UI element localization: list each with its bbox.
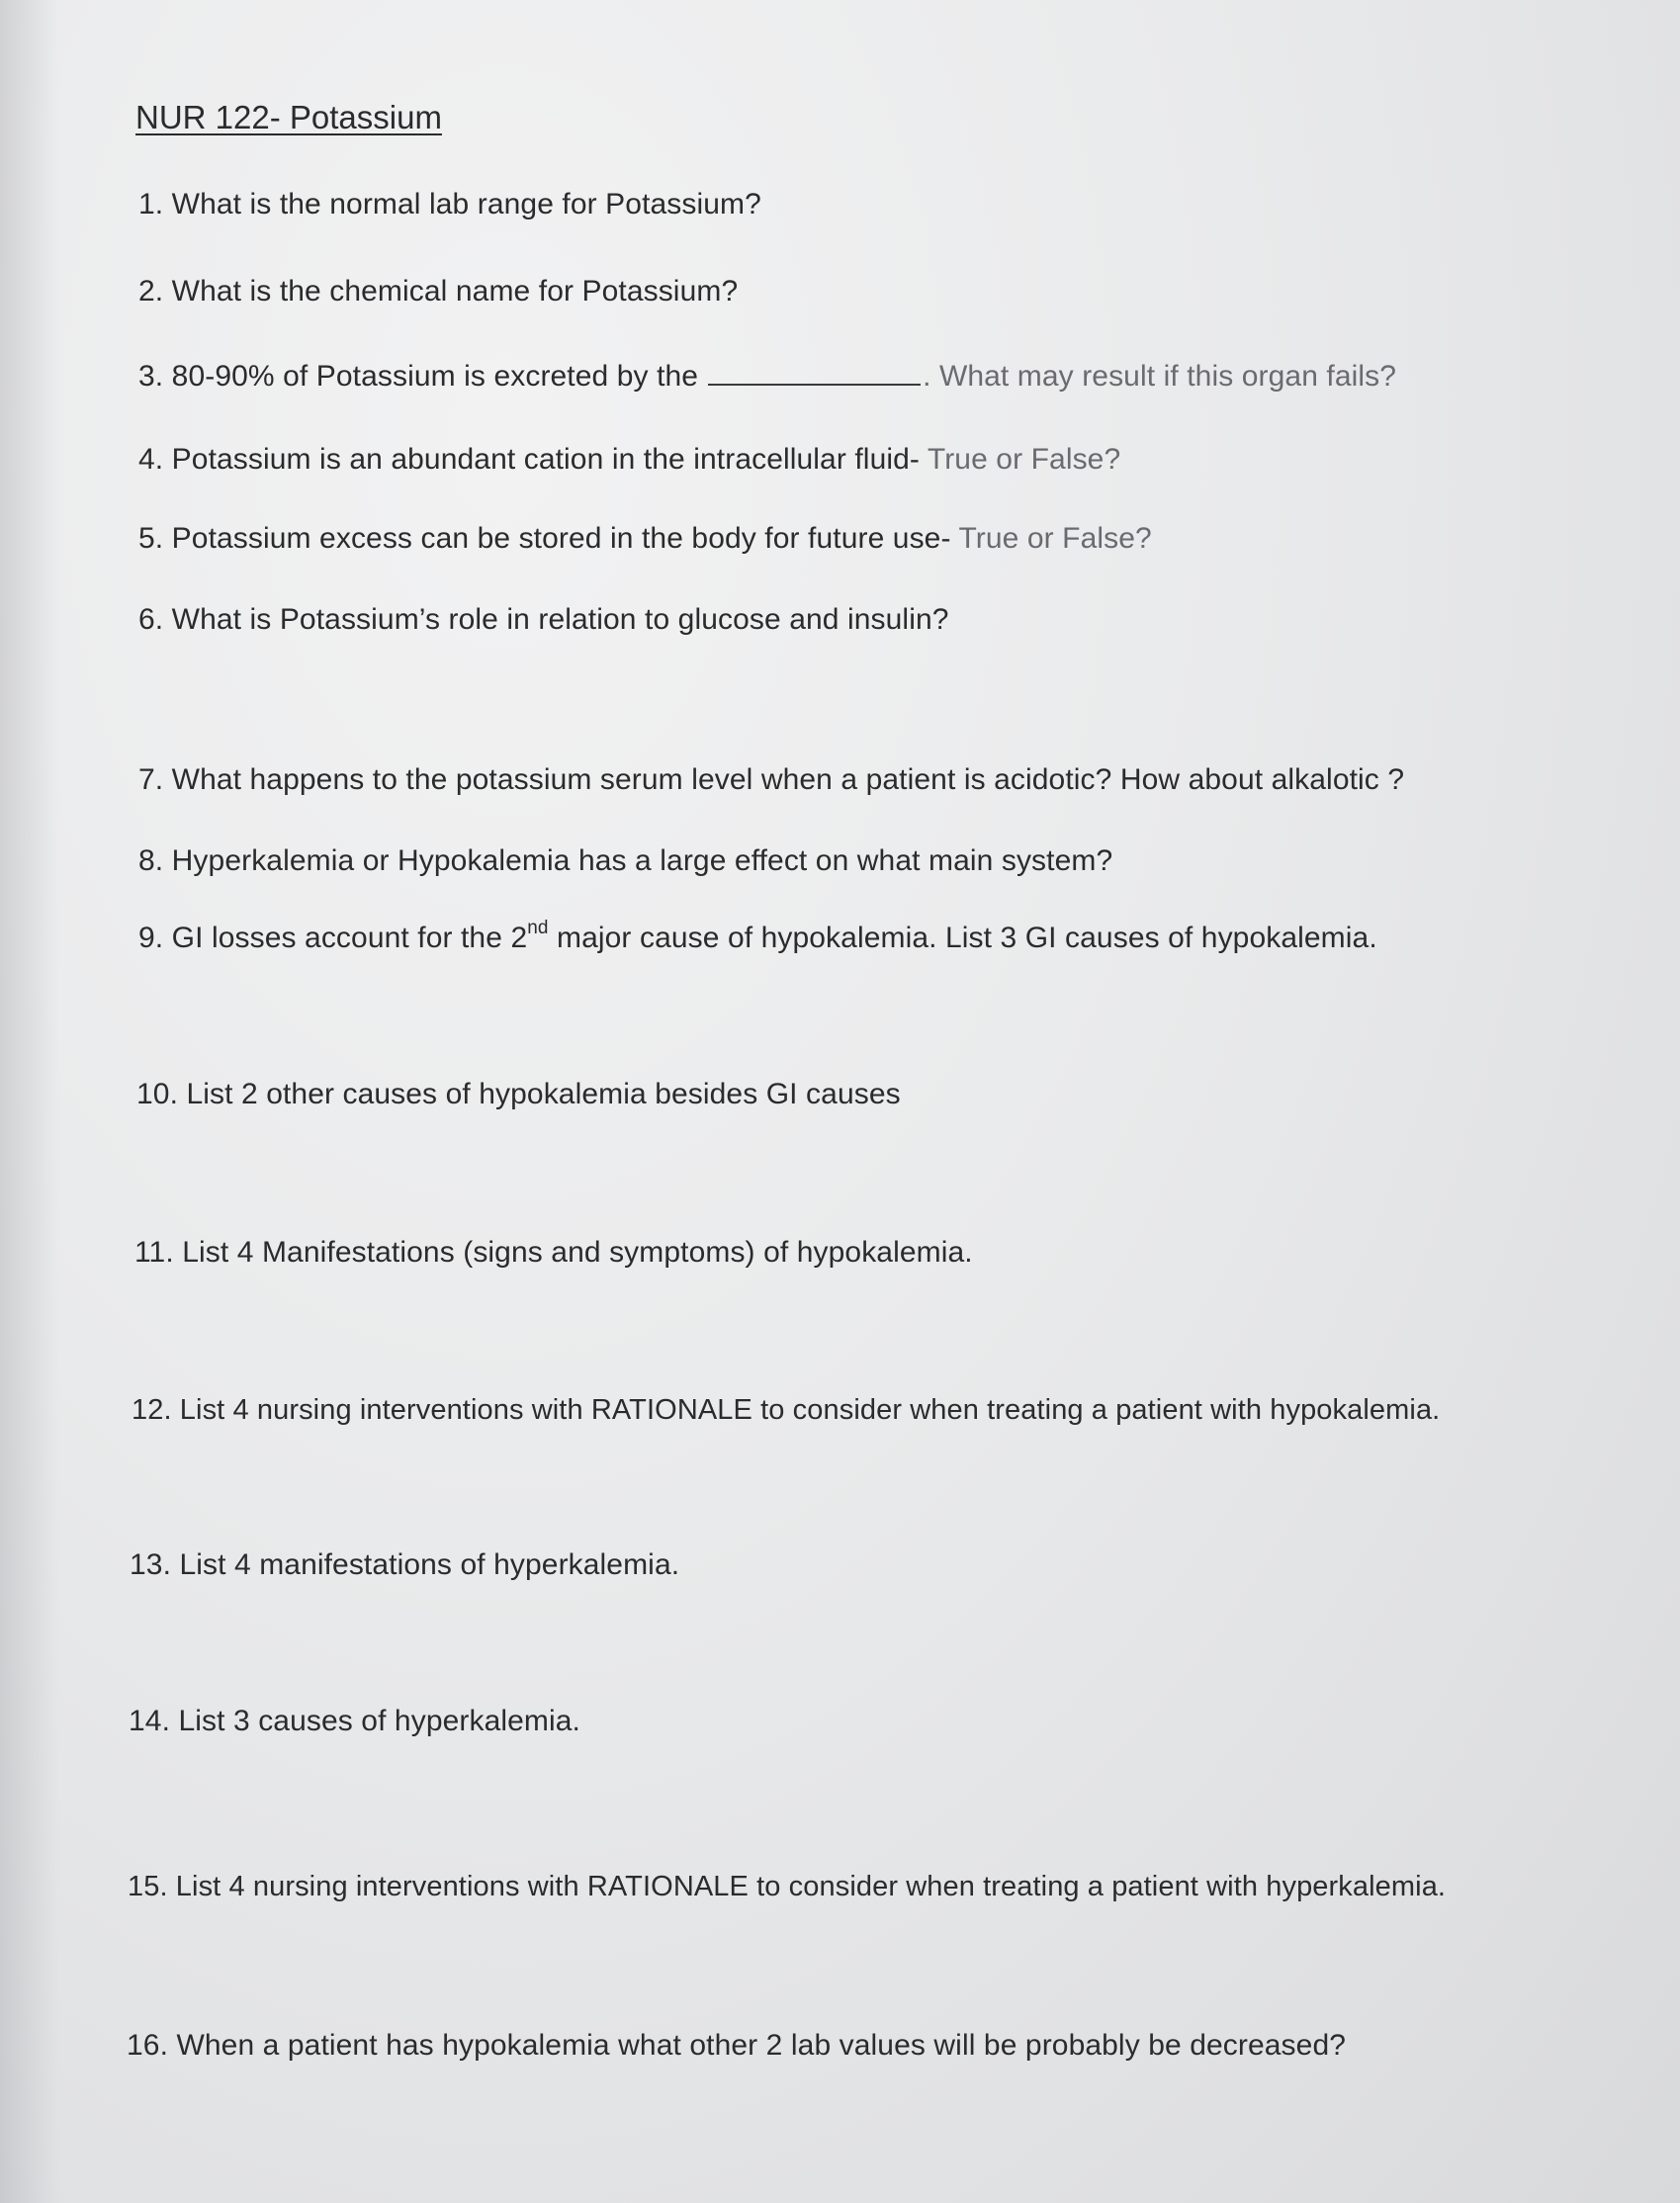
question-text: When a patient has hypokalemia what other 2 lab values will be probably be decreased? — [176, 2029, 1347, 2062]
question-text-cont: True or False? — [927, 443, 1121, 476]
question-text: Potassium excess can be stored in the body for future use- — [171, 522, 959, 555]
question-number: 15. — [128, 1871, 168, 1902]
question-8 — [138, 844, 1112, 878]
question-text: 80-90% of Potassium is excreted by the — [171, 360, 699, 393]
question-number: 8. — [138, 844, 164, 877]
question-text-cont: major cause of hypokalemia. List 3 GI causes of hypokalemia. — [548, 922, 1377, 954]
question-text: What is the normal lab range for Potassium? — [171, 188, 761, 220]
question-text: GI losses account for the 2 — [171, 922, 528, 954]
question-text-cont: True or False? — [958, 522, 1152, 555]
question-5 — [138, 522, 1152, 556]
question-14 — [129, 1705, 580, 1738]
question-text: List 2 other causes of hypokalemia besides GI causes — [186, 1078, 901, 1110]
question-3 — [138, 358, 1396, 394]
question-number: 9. — [138, 922, 164, 954]
answer-blank — [708, 358, 921, 386]
question-number: 5. — [138, 522, 164, 555]
question-6 — [138, 603, 949, 637]
question-10 — [136, 1078, 901, 1111]
question-text: What happens to the potassium serum level when a patient is acidotic? How about alkalotic ? — [171, 763, 1405, 796]
question-4 — [138, 443, 1120, 477]
question-number: 11. — [134, 1236, 174, 1269]
question-number: 12. — [132, 1394, 172, 1426]
question-2 — [138, 275, 738, 308]
question-15 — [128, 1871, 1446, 1903]
question-text: Hyperkalemia or Hypokalemia has a large effect on what main system? — [171, 844, 1113, 877]
question-number: 16. — [127, 2029, 169, 2062]
question-12 — [132, 1394, 1440, 1427]
question-number: 2. — [138, 275, 164, 308]
question-number: 6. — [138, 603, 164, 636]
question-13 — [130, 1548, 679, 1582]
question-number: 4. — [138, 443, 164, 476]
question-text: Potassium is an abundant cation in the intracellular fluid- — [171, 443, 928, 476]
ordinal-suffix: nd — [527, 918, 549, 938]
question-number: 13. — [130, 1548, 172, 1581]
question-text: List 3 causes of hyperkalemia. — [178, 1705, 580, 1737]
question-text: List 4 manifestations of hyperkalemia. — [179, 1548, 680, 1581]
question-number: 3. — [138, 360, 164, 393]
question-9 — [138, 918, 1377, 955]
question-number: 7. — [138, 763, 164, 796]
question-number: 14. — [129, 1705, 171, 1737]
question-number: 10. — [136, 1078, 179, 1110]
question-number: 1. — [138, 188, 164, 220]
question-7 — [138, 763, 1404, 797]
question-text: What is Potassium’s role in relation to glucose and insulin? — [171, 603, 949, 636]
question-11 — [134, 1236, 973, 1270]
question-16 — [127, 2029, 1346, 2063]
page-title: NUR 122- Potassium — [135, 99, 442, 135]
question-text: List 4 Manifestations (signs and symptoms) of hypokalemia. — [182, 1236, 973, 1269]
question-text: List 4 nursing interventions with RATIONALE to consider when treating a patient with hyperkalemia. — [175, 1871, 1447, 1902]
question-text: List 4 nursing interventions with RATIONALE to consider when treating a patient with hypokalemia. — [179, 1394, 1441, 1426]
question-text: What is the chemical name for Potassium? — [171, 275, 739, 308]
question-text-cont: . What may result if this organ fails? — [923, 360, 1397, 393]
question-1 — [138, 188, 761, 221]
